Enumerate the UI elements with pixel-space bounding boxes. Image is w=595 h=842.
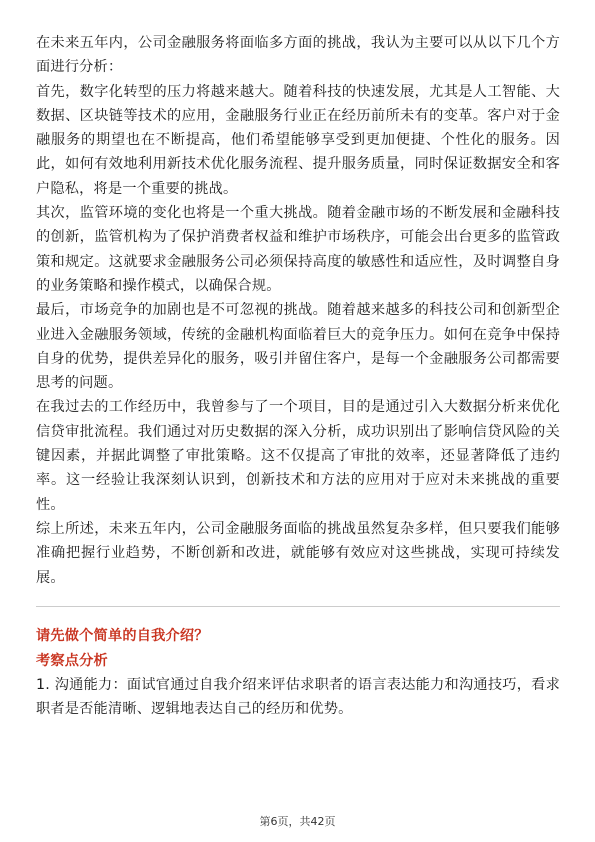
first-point-paragraph: 首先，数字化转型的压力将越来越大。随着科技的快速发展，尤其是人工智能、大数据、区块链等技术的应用，金融服务行业正在经历前所未有的变革。客户对于金融服务的期望也在不断提高，他们希望能够享受到更加便捷、个性化的服务。因此，如何有效地利用新技术优化服务流程、提升服务质量，同时保证数据安全和客户隐私，将是一个重要的挑战。 [36,83,560,197]
second-point-paragraph: 其次，监管环境的变化也将是一个重大挑战。随着金融市场的不断发展和金融科技的创新，监管机构为了保护消费者权益和维护市场秩序，可能会出台更多的监管政策和规定。这就要求金融服务公司必须保持高度的敏感性和适应性，及时调整自身的业务策略和操作模式，以确保合规。 [36,205,560,294]
third-point-paragraph: 最后，市场竞争的加剧也是不可忽视的挑战。随着越来越多的科技公司和创新型企业进入金融服务领域，传统的金融机构面临着巨大的竞争压力。如何在竞争中保持自身的优势，提供差异化的服务，吸引并留住客户，是每一个金融服务公司都需要思考的问题。 [36,302,560,392]
experience-paragraph: 在我过去的工作经历中，我曾参与了一个项目，目的是通过引入大数据分析来优化信贷审批流程。我们通过对历史数据的深入分析，成功识别出了影响信贷风险的关键因素，并据此调整了审批策略。这不仅提高了审批的效率，还显著降低了违约率。这一经验让我深刻认识到，创新技术和方法的应用对于应对未来挑战的重要性。 [36,399,560,513]
section-divider [36,606,560,607]
analysis-point-1: 1. 沟通能力：面试官通过自我介绍来评估求职者的语言表达能力和沟通技巧，看求职者是否能清晰、逻辑地表达自己的经历和优势。 [36,676,560,718]
question-heading: 请先做个简单的自我介绍？ [36,627,209,644]
analysis-section-title: 考察点分析 [36,652,108,669]
conclusion-paragraph: 综上所述，未来五年内，公司金融服务面临的挑战虽然复杂多样，但只要我们能够准确把握行业趋势，不断创新和改进，就能够有效应对这些挑战，实现可持续发展。 [36,520,560,586]
document-body [36,31,560,721]
page-number-footer: 第6页，共42页 [259,815,336,828]
intro-paragraph: 在未来五年内，公司金融服务将面临多方面的挑战，我认为主要可以从以下几个方面进行分析： [36,35,560,76]
